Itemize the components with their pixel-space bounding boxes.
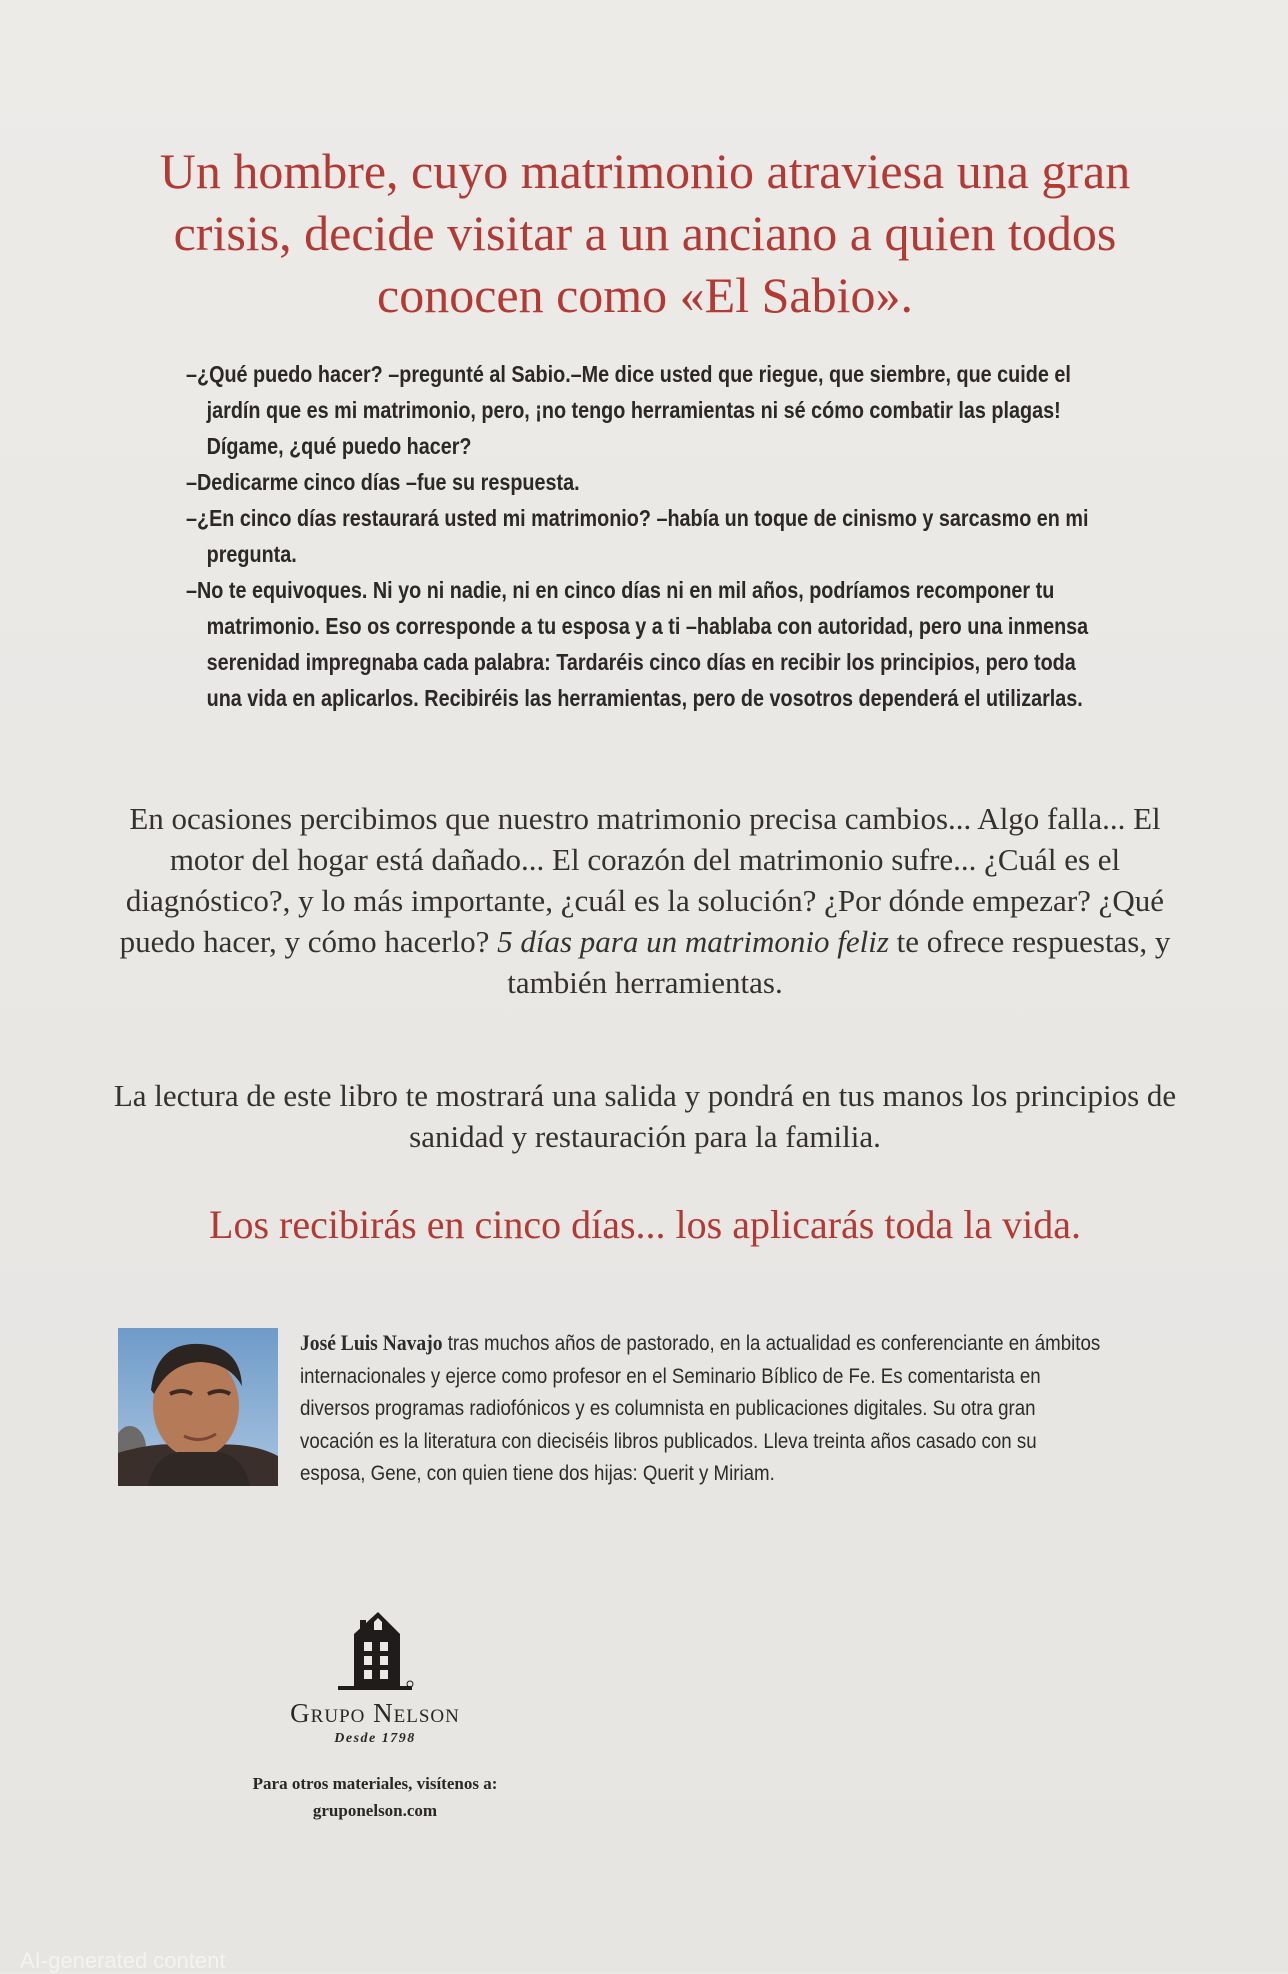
visit-label: Para otros materiales, visítenos a: bbox=[252, 1774, 498, 1793]
house-logo-icon bbox=[330, 1600, 420, 1692]
author-name: José Luis Navajo bbox=[300, 1330, 443, 1355]
author-photo bbox=[118, 1328, 278, 1486]
book-title: 5 días para un matrimonio feliz bbox=[497, 924, 889, 959]
dialogue-line: –¿Qué puedo hacer? –pregunté al Sabio.–Me dice usted que riegue, que siembre, que cuide el jardín que es mi matrimonio, pero, ¡no tengo herramientas ni sé cómo combatir las plagas! Dígame, ¿qué puedo hacer? bbox=[186, 361, 1071, 459]
description-text: En ocasiones percibimos que nuestro matrimonio precisa cambios... Algo falla... El motor del hogar está dañado... El corazón del matrimonio sufre... ¿Cuál es el diagnóstico?, y lo más importante, ¿cuál es la solución? ¿Por dónde empezar? ¿Qué puedo hacer, y cómo hacerlo? bbox=[119, 801, 1165, 959]
reading-paragraph: La lectura de este libro te mostrará una salida y pondrá en tus manos los principios de sanidad y restauración para la familia. bbox=[113, 1078, 1177, 1154]
publisher-name: Grupo Nelson bbox=[290, 1698, 460, 1728]
dialogue-line: –Dedicarme cinco días –fue su respuesta. bbox=[186, 469, 580, 495]
publisher-since: Desde 1798 bbox=[334, 1731, 416, 1746]
website-link[interactable]: gruponelson.com bbox=[312, 1801, 438, 1820]
visit-info bbox=[200, 1770, 550, 1824]
dialogue-excerpt bbox=[186, 356, 1089, 716]
description-paragraph bbox=[100, 798, 1190, 1003]
ai-watermark: AI-generated content bbox=[20, 1948, 226, 1973]
publisher-logo bbox=[250, 1600, 500, 1747]
author-portrait-image bbox=[118, 1328, 278, 1486]
tagline: Los recibirás en cinco días... los aplicarás toda la vida. bbox=[209, 1202, 1081, 1247]
headline: Un hombre, cuyo matrimonio atraviesa una gran crisis, decide visitar a un anciano a quien todos conocen como «El Sabio». bbox=[159, 143, 1131, 323]
dialogue-line: –No te equivoques. Ni yo ni nadie, ni en cinco días ni en mil años, podríamos recomponer tu matrimonio. Eso os corresponde a tu esposa y a ti –hablaba con autoridad, pero una inmensa serenidad impregnaba cada palabra: Tardaréis cinco días en recibir los principios, pero toda una vida en aplicarlos. Recibiréis las herramientas, pero de vosotros dependerá el utilizarlas. bbox=[186, 577, 1089, 711]
dialogue-line: –¿En cinco días restaurará usted mi matrimonio? –había un toque de cinismo y sarcasmo en mi pregunta. bbox=[186, 505, 1089, 567]
author-bio-text: tras muchos años de pastorado, en la actualidad es conferenciante en ámbitos internacionales y ejerce como profesor en el Seminario Bíblico de Fe. Es comentarista en diversos programas radiofónicos y es columnista en publicaciones digitales. Su otra gran vocación es la literatura con dieciséis libros publicados. Lleva treinta años casado con su esposa, Gene, con quien tiene dos hijas: Querit y Miriam. bbox=[300, 1332, 1101, 1485]
author-bio bbox=[300, 1327, 1101, 1491]
description-text-end: te ofrece respuestas, y también herramientas. bbox=[507, 924, 1171, 1000]
